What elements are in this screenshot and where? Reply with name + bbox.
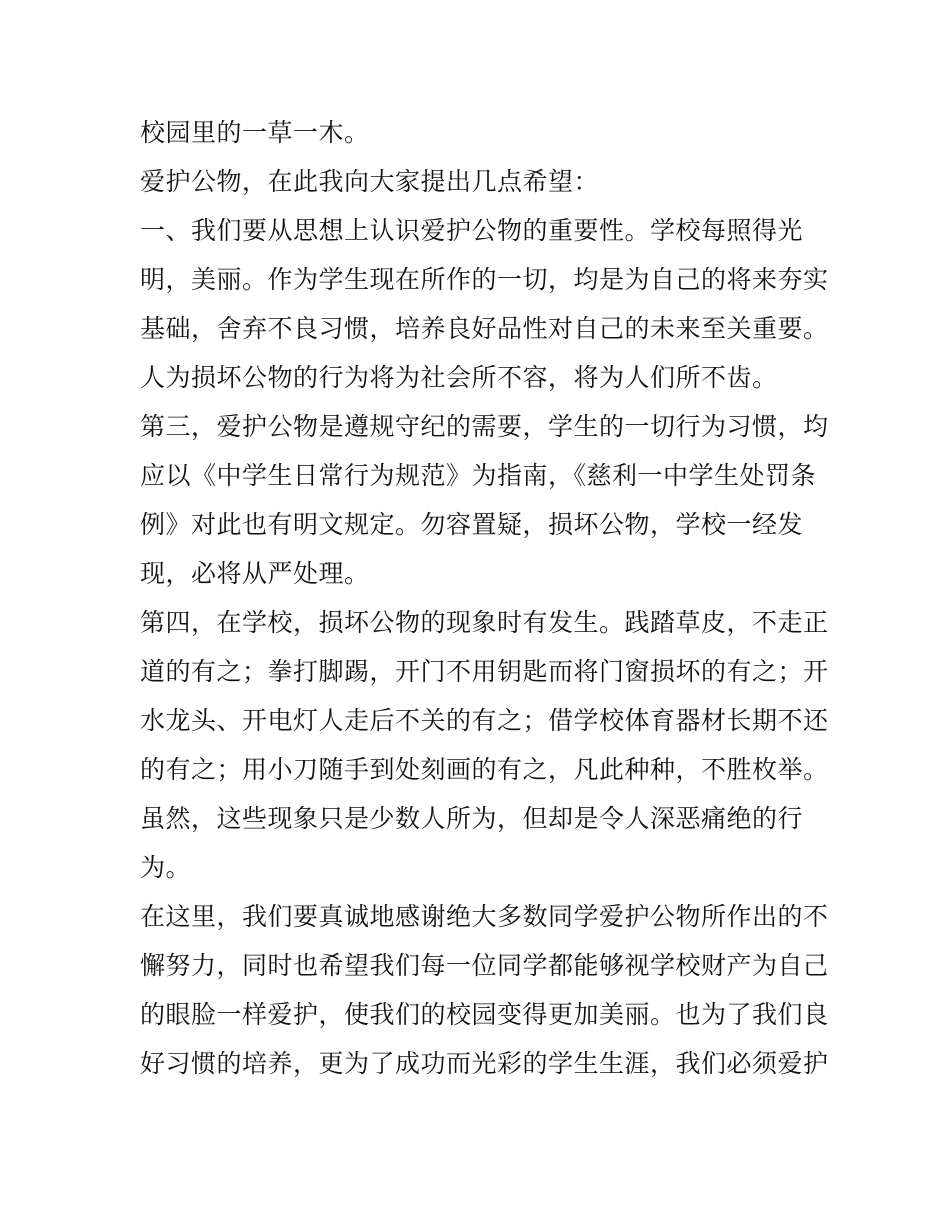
text-line: 例》对此也有明文规定。勿容置疑，损坏公物，学校一经发	[140, 510, 804, 539]
text-line: 的有之；用小刀随手到处刻画的有之，凡此种种，不胜枚举。	[140, 755, 829, 784]
text-line: 在这里，我们要真诚地感谢绝大多数同学爱护公物所作出的不	[140, 902, 829, 931]
text-line: 为。	[140, 853, 192, 882]
text-line: 第四，在学校，损坏公物的现象时有发生。践踏草皮，不走正	[140, 608, 829, 637]
text-line: 现，必将从严处理。	[140, 559, 370, 588]
text-line: 第三，爱护公物是遵规守纪的需要，学生的一切行为习惯，均	[140, 412, 829, 441]
text-line: 校园里的一草一木。	[140, 118, 370, 147]
text-line: 懈努力，同时也希望我们每一位同学都能够视学校财产为自己	[140, 951, 829, 980]
text-line: 虽然，这些现象只是少数人所为，但却是令人深恶痛绝的行	[140, 804, 804, 833]
text-line: 的眼脸一样爱护，使我们的校园变得更加美丽。也为了我们良	[140, 1000, 829, 1029]
text-line: 明，美丽。作为学生现在所作的一切，均是为自己的将来夯实	[140, 265, 829, 294]
text-line: 爱护公物，在此我向大家提出几点希望：	[140, 167, 600, 196]
document-body	[140, 108, 829, 1088]
text-line: 好习惯的培养，更为了成功而光彩的学生生涯，我们必须爱护	[140, 1049, 829, 1078]
text-line: 应以《中学生日常行为规范》为指南，《慈利一中学生处罚条	[140, 461, 817, 490]
text-line: 人为损坏公物的行为将为社会所不容，将为人们所不齿。	[140, 363, 778, 392]
text-line: 道的有之；拳打脚踢，开门不用钥匙而将门窗损坏的有之；开	[140, 657, 829, 686]
text-line: 水龙头、开电灯人走后不关的有之；借学校体育器材长期不还	[140, 706, 829, 735]
text-line: 基础，舍弃不良习惯，培养良好品性对自己的未来至关重要。	[140, 314, 829, 343]
text-line: 一、我们要从思想上认识爱护公物的重要性。学校每照得光	[140, 216, 804, 245]
